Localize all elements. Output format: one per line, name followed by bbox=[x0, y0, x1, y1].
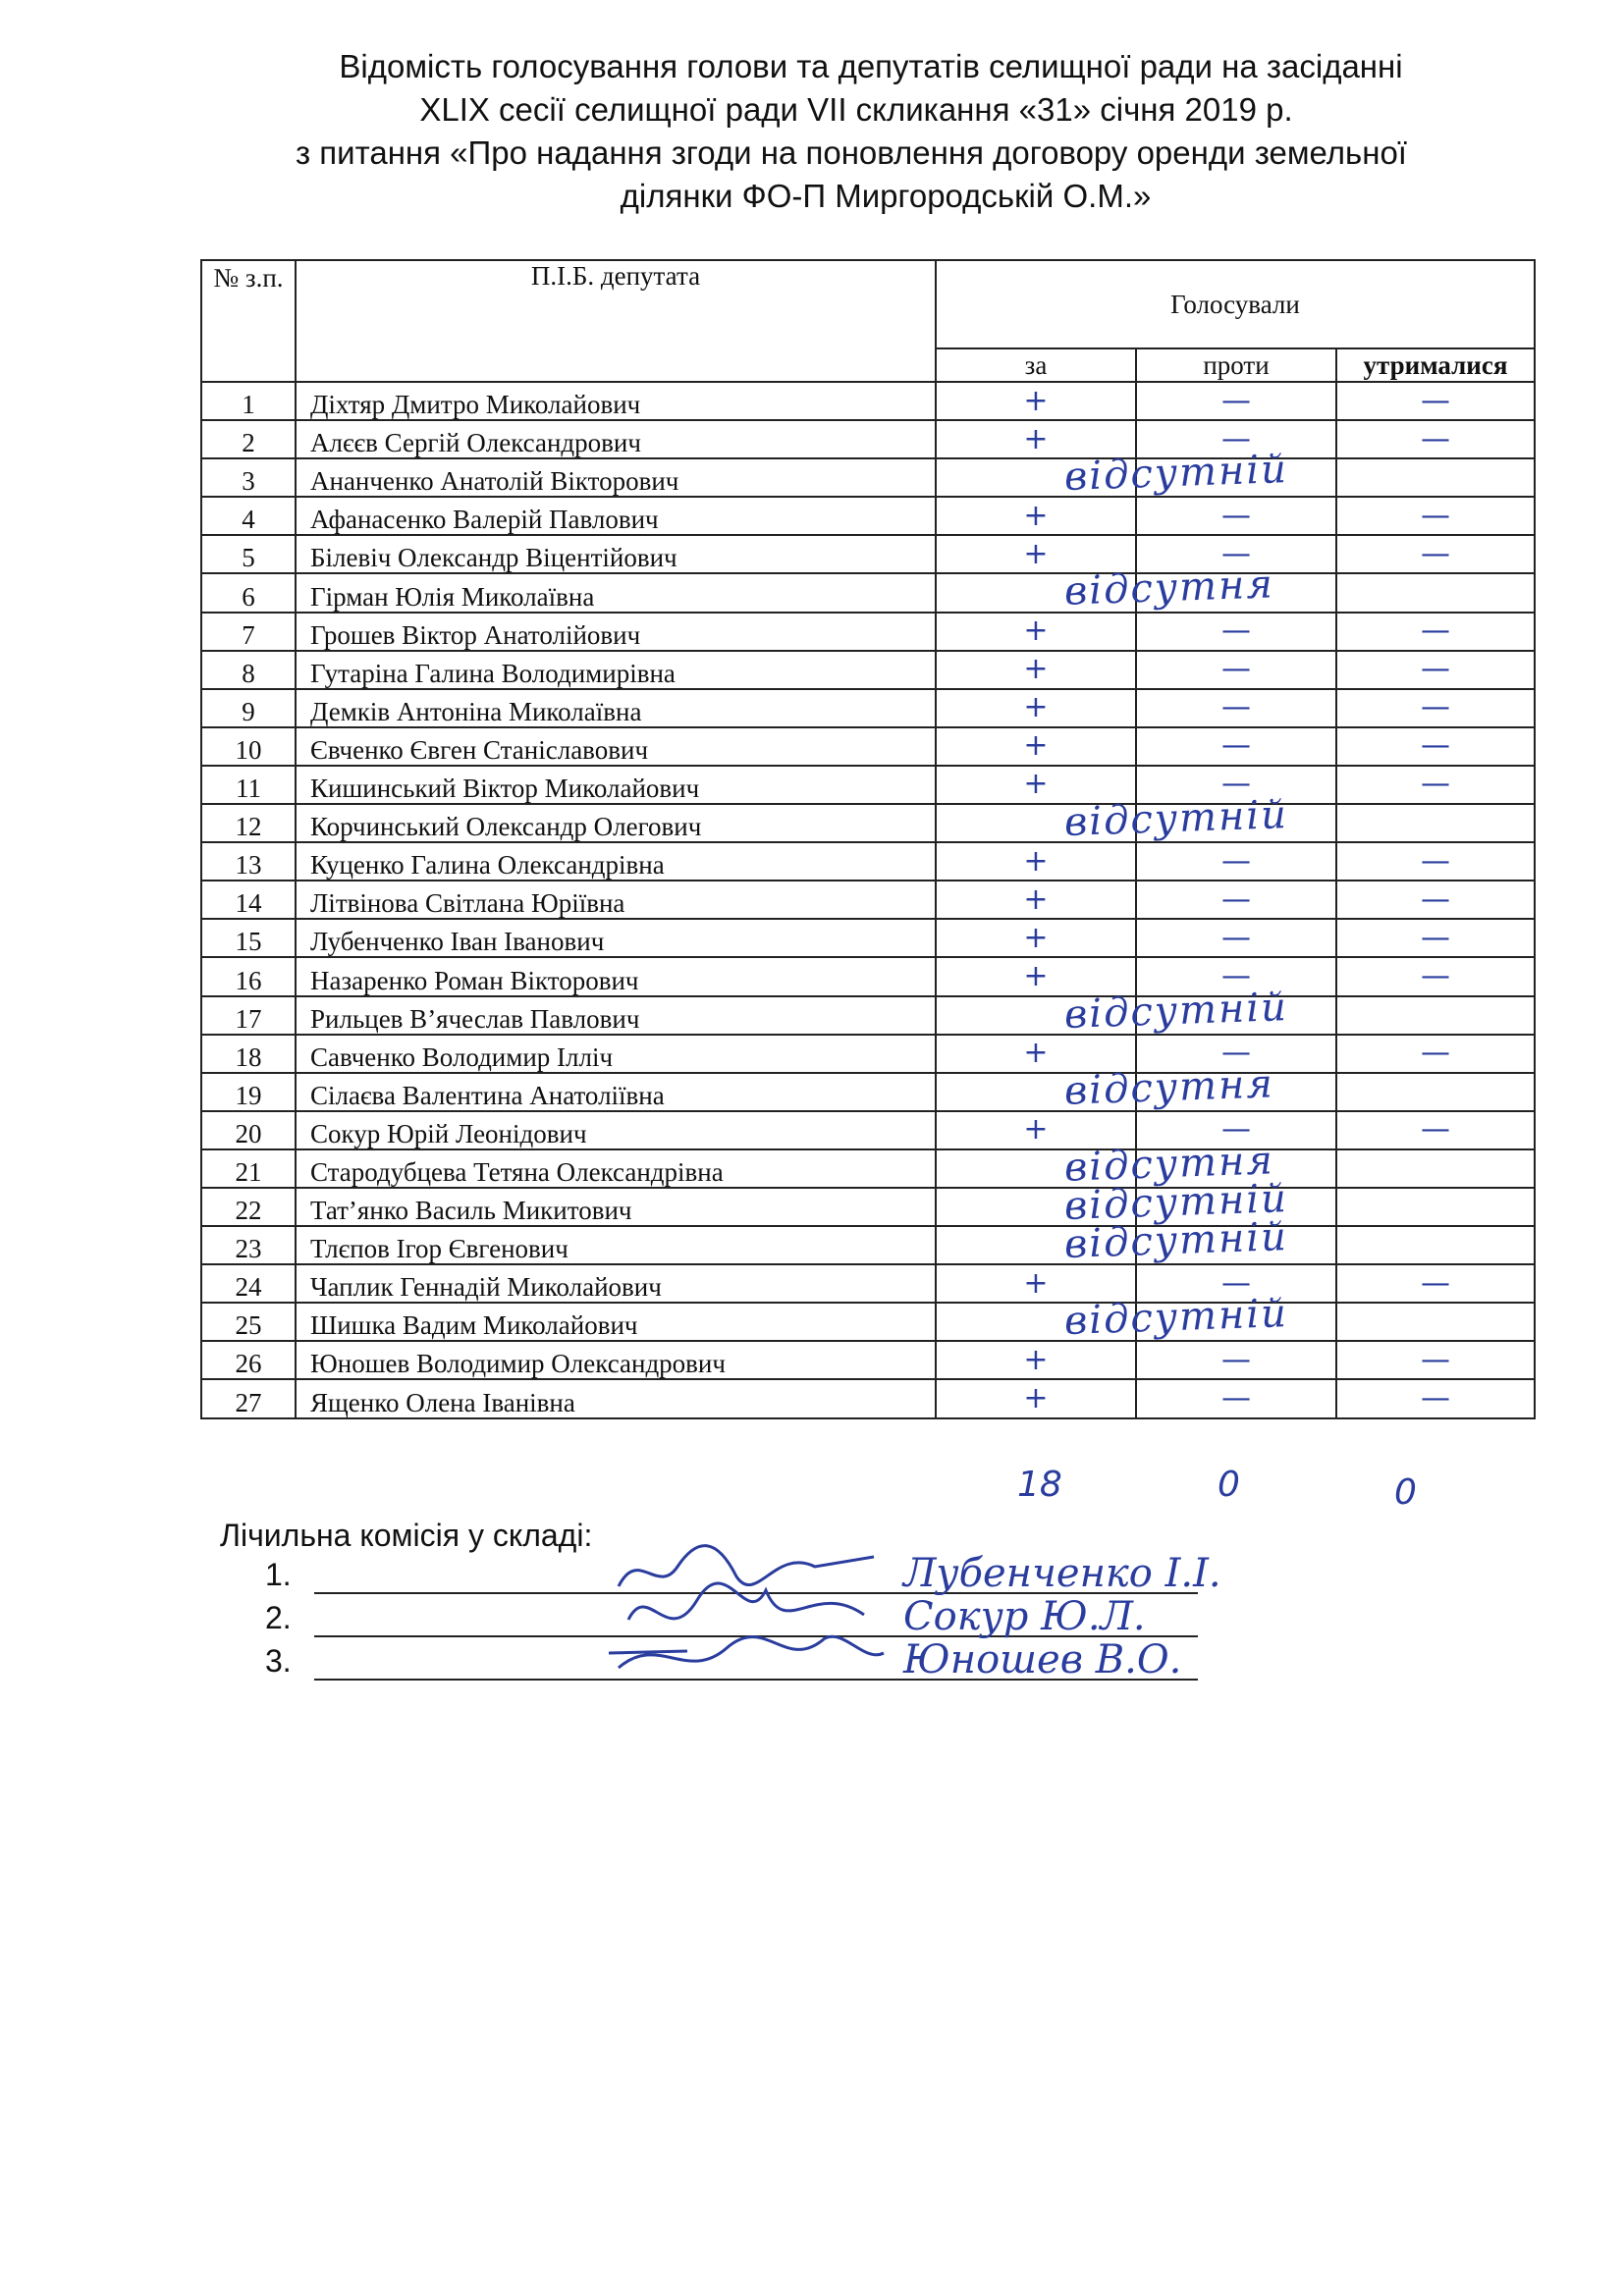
row-number: 5 bbox=[201, 535, 296, 573]
vote-against-cell: — bbox=[1136, 919, 1336, 957]
vote-abstained-cell: — bbox=[1336, 613, 1535, 651]
table-row bbox=[201, 1264, 1535, 1303]
absent-note: відсутня bbox=[1063, 561, 1275, 615]
table-row bbox=[201, 1111, 1535, 1149]
absent-note: відсутній bbox=[1063, 984, 1289, 1038]
title-line-2: XLIX сесії селищної ради VII скликання «31» січня 2019 р. bbox=[419, 91, 1293, 128]
vote-abstained-cell bbox=[1336, 458, 1535, 497]
vote-against-cell: — bbox=[1136, 1341, 1336, 1379]
vote-abstained-cell bbox=[1336, 1073, 1535, 1111]
header-abstained: утрималися bbox=[1336, 348, 1535, 382]
vote-for-cell: + bbox=[936, 1341, 1136, 1379]
vote-abstained-cell: — bbox=[1336, 420, 1535, 458]
document-title bbox=[0, 45, 1624, 218]
deputy-name: Демків Антоніна Миколаївна bbox=[296, 689, 936, 727]
deputy-name: Куценко Галина Олександрівна bbox=[296, 842, 936, 881]
vote-against-cell: — bbox=[1136, 1111, 1336, 1149]
row-number: 4 bbox=[201, 497, 296, 535]
deputy-name: Сокур Юрій Леонідович bbox=[296, 1111, 936, 1149]
vote-for-cell: + bbox=[936, 1264, 1136, 1303]
absent-note: відсутній bbox=[1063, 1214, 1289, 1268]
deputy-name: Кишинський Віктор Миколайович bbox=[296, 766, 936, 804]
row-number: 6 bbox=[201, 573, 296, 612]
table-row bbox=[201, 651, 1535, 689]
vote-abstained-cell: — bbox=[1336, 535, 1535, 573]
row-number: 11 bbox=[201, 766, 296, 804]
vote-abstained-cell: — bbox=[1336, 1341, 1535, 1379]
vote-abstained-cell bbox=[1336, 1303, 1535, 1341]
deputy-name: Сілаєва Валентина Анатоліївна bbox=[296, 1073, 936, 1111]
deputy-name: Корчинський Олександр Олегович bbox=[296, 804, 936, 842]
table-row bbox=[201, 1073, 1535, 1111]
vote-abstained-cell: — bbox=[1336, 689, 1535, 727]
table-row bbox=[201, 881, 1535, 919]
vote-abstained-cell bbox=[1336, 996, 1535, 1035]
absent-note: відсутній bbox=[1063, 447, 1289, 501]
vote-abstained-cell: — bbox=[1336, 957, 1535, 995]
vote-abstained-cell: — bbox=[1336, 1035, 1535, 1073]
vote-against-cell: — bbox=[1136, 613, 1336, 651]
row-number: 10 bbox=[201, 727, 296, 766]
vote-against-cell: — bbox=[1136, 727, 1336, 766]
table-row bbox=[201, 689, 1535, 727]
vote-abstained-cell bbox=[1336, 1226, 1535, 1264]
vote-against-cell: — bbox=[1136, 1264, 1336, 1303]
table-row bbox=[201, 458, 1535, 497]
row-number: 22 bbox=[201, 1188, 296, 1226]
table-row bbox=[201, 1035, 1535, 1073]
row-number: 15 bbox=[201, 919, 296, 957]
row-number: 21 bbox=[201, 1149, 296, 1188]
vote-for-cell: + bbox=[936, 1111, 1136, 1149]
deputy-name: Юношев Володимир Олександрович bbox=[296, 1341, 936, 1379]
table-row bbox=[201, 842, 1535, 881]
table-row bbox=[201, 535, 1535, 573]
table-body bbox=[201, 382, 1535, 1418]
deputy-name: Тлєпов Ігор Євгенович bbox=[296, 1226, 936, 1264]
vote-abstained-cell: — bbox=[1336, 1111, 1535, 1149]
deputy-name: Діхтяр Дмитро Миколайович bbox=[296, 382, 936, 420]
vote-for-cell bbox=[936, 984, 1289, 1038]
table-row bbox=[201, 573, 1535, 612]
voting-table bbox=[200, 259, 1536, 1419]
deputy-name: Алєєв Сергій Олександрович bbox=[296, 420, 936, 458]
vote-abstained-cell: — bbox=[1336, 1264, 1535, 1303]
deputy-name: Назаренко Роман Вікторович bbox=[296, 957, 936, 995]
absent-note: відсутня bbox=[1063, 1060, 1275, 1114]
table-row bbox=[201, 804, 1535, 842]
vote-against-cell: — bbox=[1136, 651, 1336, 689]
table-row bbox=[201, 1188, 1535, 1226]
vote-for-cell: + bbox=[936, 535, 1136, 573]
vote-for-cell: + bbox=[936, 689, 1136, 727]
vote-against-cell: — bbox=[1136, 382, 1336, 420]
title-line-4: ділянки ФО-П Миргородській О.М.» bbox=[620, 178, 1152, 214]
row-number: 17 bbox=[201, 996, 296, 1035]
vote-against-cell: — bbox=[1136, 497, 1336, 535]
header-against: проти bbox=[1136, 348, 1336, 382]
vote-abstained-cell: — bbox=[1336, 497, 1535, 535]
total-abstained: 0 bbox=[1394, 1472, 1417, 1513]
table-row bbox=[201, 1341, 1535, 1379]
vote-for-cell: + bbox=[936, 957, 1136, 995]
vote-abstained-cell: — bbox=[1336, 1379, 1535, 1417]
row-number: 9 bbox=[201, 689, 296, 727]
member-name: Юношев В.О. bbox=[903, 1637, 1182, 1682]
vote-abstained-cell bbox=[1336, 573, 1535, 612]
table-row bbox=[201, 766, 1535, 804]
deputy-name: Тат’янко Василь Микитович bbox=[296, 1188, 936, 1226]
deputy-name: Афанасенко Валерій Павлович bbox=[296, 497, 936, 535]
deputy-name: Гутаріна Галина Володимирівна bbox=[296, 651, 936, 689]
member-number: 1. bbox=[265, 1557, 292, 1592]
row-number: 24 bbox=[201, 1264, 296, 1303]
deputy-name: Шишка Вадим Миколайович bbox=[296, 1303, 936, 1341]
title-line-1: Відомість голосування голови та депутатів селищної ради на засіданні bbox=[339, 48, 1403, 84]
absent-note: відсутній bbox=[1063, 792, 1289, 845]
vote-for-cell: + bbox=[936, 420, 1136, 458]
vote-for-cell: + bbox=[936, 766, 1136, 804]
vote-abstained-cell: — bbox=[1336, 842, 1535, 881]
header-number: № з.п. bbox=[201, 260, 296, 382]
row-number: 1 bbox=[201, 382, 296, 420]
vote-for-cell: + bbox=[936, 881, 1136, 919]
row-number: 27 bbox=[201, 1379, 296, 1417]
header-deputy-name: П.І.Б. депутата bbox=[296, 260, 936, 382]
vote-for-cell bbox=[936, 1214, 1289, 1268]
vote-abstained-cell: — bbox=[1336, 651, 1535, 689]
vote-for-cell bbox=[936, 1060, 1275, 1114]
vote-for-cell: + bbox=[936, 651, 1136, 689]
vote-against-cell: — bbox=[1136, 842, 1336, 881]
vote-for-cell: + bbox=[936, 497, 1136, 535]
vote-against-cell: — bbox=[1136, 535, 1336, 573]
vote-abstained-cell: — bbox=[1336, 766, 1535, 804]
vote-against-cell: — bbox=[1136, 689, 1336, 727]
vote-abstained-cell bbox=[1336, 1149, 1535, 1188]
vote-abstained-cell: — bbox=[1336, 919, 1535, 957]
row-number: 25 bbox=[201, 1303, 296, 1341]
table-row bbox=[201, 1226, 1535, 1264]
vote-for-cell bbox=[936, 792, 1289, 845]
row-number: 16 bbox=[201, 957, 296, 995]
table-row bbox=[201, 1379, 1535, 1417]
header-voted: Голосували bbox=[936, 260, 1535, 348]
table-row bbox=[201, 919, 1535, 957]
header-for: за bbox=[936, 348, 1136, 382]
vote-for-cell bbox=[936, 1291, 1289, 1345]
vote-for-cell: + bbox=[936, 919, 1136, 957]
row-number: 8 bbox=[201, 651, 296, 689]
table-row bbox=[201, 1149, 1535, 1188]
table-row bbox=[201, 996, 1535, 1035]
row-number: 12 bbox=[201, 804, 296, 842]
deputy-name: Ананченко Анатолій Вікторович bbox=[296, 458, 936, 497]
table-row bbox=[201, 957, 1535, 995]
vote-abstained-cell: — bbox=[1336, 382, 1535, 420]
deputy-name: Грошев Віктор Анатолійович bbox=[296, 613, 936, 651]
vote-against-cell: — bbox=[1136, 1379, 1336, 1417]
member-number: 3. bbox=[265, 1643, 292, 1679]
row-number: 26 bbox=[201, 1341, 296, 1379]
table-row bbox=[201, 1303, 1535, 1341]
total-for: 18 bbox=[1017, 1465, 1062, 1505]
row-number: 2 bbox=[201, 420, 296, 458]
commission-label: Лічильна комісія у складі: bbox=[220, 1518, 593, 1553]
vote-against-cell: — bbox=[1136, 1035, 1336, 1073]
deputy-name: Стародубцева Тетяна Олександрівна bbox=[296, 1149, 936, 1188]
table-row bbox=[201, 727, 1535, 766]
vote-against-cell: — bbox=[1136, 420, 1336, 458]
member-name: Лубенченко І.І. bbox=[903, 1551, 1221, 1596]
deputy-name: Лубенченко Іван Іванович bbox=[296, 919, 936, 957]
vote-abstained-cell: — bbox=[1336, 881, 1535, 919]
row-number: 18 bbox=[201, 1035, 296, 1073]
table-row bbox=[201, 382, 1535, 420]
vote-against-cell: — bbox=[1136, 957, 1336, 995]
total-against: 0 bbox=[1218, 1465, 1240, 1505]
row-number: 13 bbox=[201, 842, 296, 881]
deputy-name: Літвінова Світлана Юріївна bbox=[296, 881, 936, 919]
title-line-3: з питання «Про надання згоди на поновлення договору оренди земельної bbox=[296, 134, 1407, 171]
member-number: 2. bbox=[265, 1600, 292, 1635]
row-number: 3 bbox=[201, 458, 296, 497]
row-number: 14 bbox=[201, 881, 296, 919]
table-row bbox=[201, 420, 1535, 458]
vote-abstained-cell bbox=[1336, 804, 1535, 842]
absent-note: відсутня bbox=[1063, 1138, 1275, 1191]
table-row bbox=[201, 613, 1535, 651]
vote-for-cell: + bbox=[936, 1379, 1136, 1417]
commission-member-row bbox=[265, 1637, 1208, 1686]
row-number: 19 bbox=[201, 1073, 296, 1111]
vote-for-cell: + bbox=[936, 842, 1136, 881]
deputy-name: Чаплик Геннадій Миколайович bbox=[296, 1264, 936, 1303]
absent-note: відсутній bbox=[1063, 1176, 1289, 1229]
vote-for-cell: + bbox=[936, 613, 1136, 651]
absent-note: відсутній bbox=[1063, 1291, 1289, 1345]
row-number: 23 bbox=[201, 1226, 296, 1264]
row-number: 7 bbox=[201, 613, 296, 651]
vote-for-cell bbox=[936, 447, 1289, 501]
vote-abstained-cell: — bbox=[1336, 727, 1535, 766]
member-name: Сокур Ю.Л. bbox=[903, 1594, 1146, 1639]
deputy-name: Білевіч Олександр Віцентійович bbox=[296, 535, 936, 573]
vote-for-cell: + bbox=[936, 1035, 1136, 1073]
table-row bbox=[201, 497, 1535, 535]
signature-icon bbox=[599, 1614, 893, 1692]
vote-against-cell: — bbox=[1136, 881, 1336, 919]
vote-against-cell: — bbox=[1136, 766, 1336, 804]
deputy-name: Ященко Олена Іванівна bbox=[296, 1379, 936, 1417]
vote-for-cell bbox=[936, 561, 1275, 615]
vote-for-cell: + bbox=[936, 382, 1136, 420]
deputy-name: Євченко Євген Станіславович bbox=[296, 727, 936, 766]
deputy-name: Савченко Володимир Ілліч bbox=[296, 1035, 936, 1073]
vote-abstained-cell bbox=[1336, 1188, 1535, 1226]
row-number: 20 bbox=[201, 1111, 296, 1149]
deputy-name: Рильцев В’ячеслав Павлович bbox=[296, 996, 936, 1035]
deputy-name: Гірман Юлія Миколаївна bbox=[296, 573, 936, 612]
vote-for-cell: + bbox=[936, 727, 1136, 766]
